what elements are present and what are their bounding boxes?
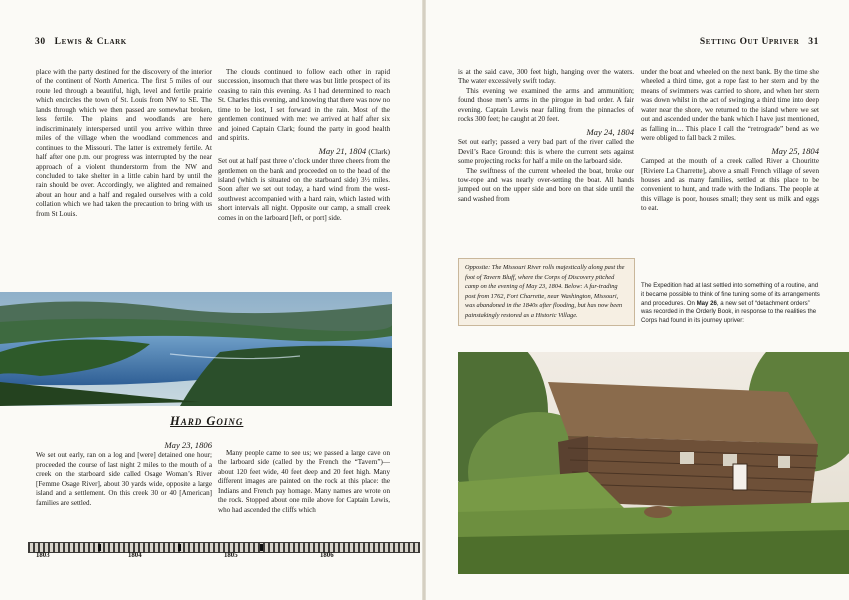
timeline-year: 1803 xyxy=(36,552,50,559)
timeline-marker xyxy=(178,544,181,551)
timeline-bar xyxy=(28,542,420,560)
entry-date-text: May 21, 1804 xyxy=(318,145,367,156)
paragraph: This evening we examined the arms and ammunition; found those men’s arms in the pirogue in bad order. A fair evening. Captain Lewis near falling from the pinnacles of rocks 300 feet; he caught at 20 feet. xyxy=(458,86,634,124)
right-column-2 xyxy=(641,68,819,214)
log-building-image xyxy=(458,352,849,574)
missouri-river-photo xyxy=(0,292,392,406)
section-heading: Hard Going xyxy=(170,414,244,428)
entry-date: May 25, 1804 xyxy=(771,145,819,156)
timeline-year: 1805 xyxy=(224,552,238,559)
paragraph: under the boat and wheeled on the next bank. By the time she wheeled a third time, got a rope fast to her stern and by the means of swimmers was carried to shore, and when her stern was down whilst in the act of swinging a third time into deep water near the shore, we returned to the island where we set out and ascended under the bank which I have just mentioned, as falling in.... This place I call the “retrograde” bend as we were obliged to fall back 2 miles. xyxy=(641,68,819,143)
right-page xyxy=(425,0,849,600)
paragraph: Many people came to see us; we passed a large cave on the larboard side (called by the French the “Tavern”)—about 120 feet wide, 40 feet deep and 20 feet high. Many different images are painted on the rock at this place: the Indians and French pay homage. Many names are wrote on the rock. Stopped about one mile above for Captain Lewis, who had ascended the cliffs which xyxy=(218,449,390,514)
timeline-marker xyxy=(98,544,101,551)
left-page-number: 30 xyxy=(35,37,46,47)
paragraph: Set out at half past three o’clock under three cheers from the gentlemen on the bank and proceeded on to the head of the island (which is situated on the starboard side) 3½ miles. Soon after we set out today, a hard wind from the west-southwest accompanied with a hard rain, which lasted with short intervals all night. Opposite our camp, a small creek comes in on the larboard [left, or port] side. xyxy=(218,157,390,222)
paragraph: is at the said cave, 300 feet high, hanging over the waters. The water excessively swift today. xyxy=(458,68,634,86)
photo-caption: Opposite: The Missouri River rolls majestically along past the foot of Tavern Bluff, where the Corps of Discovery pitched camp on the evening of May 23, 1804. Below: A fur-trading post from 1762, Fort Charrette, near Washington, Missouri, was abandoned in the 1840s after flooding, but has now been painstakingly restored as a Historic Village. xyxy=(458,258,635,326)
entry-date: May 23, 1806 xyxy=(164,440,212,450)
left-page-header xyxy=(35,37,127,47)
sidebar-text-b: , a new set of “detachment orders” was recorded in the Orderly Book, in response to the realities the Corps had found in its journey upriver: xyxy=(641,299,817,325)
entry-date xyxy=(218,147,390,156)
paragraph: place with the party destined for the discovery of the interior of the continent of North America. The first 5 miles of our route led through a beautiful, high, level and fertile prairie which encircles the town of St. Louis from NW to SE. The lands through which we then passed are somewhat broken, less fertile. The plains and woodlands are here indiscriminately interspersed until you arrive within three miles of the village when the woodland commences and continues to the Missouri. The latter is extremely fertile. At half after one p.m. our progress was interrupted by the near approach of a violent thunderstorm from the NW and concluded to take shelter in a little cabin hard by until the rain should be over. Accordingly, we alighted and remained about an hour and a half and regaled ourselves with a cold collation which we had taken the precaution to bring with us from St Louis. xyxy=(36,68,212,218)
river-landscape-image xyxy=(0,292,392,406)
right-page-number: 31 xyxy=(808,37,819,47)
entry-author: (Clark) xyxy=(368,146,390,156)
sidebar-date: May 26 xyxy=(696,299,717,307)
left-bottom-column-2 xyxy=(218,449,390,515)
sidebar-text xyxy=(641,282,821,326)
left-column-2 xyxy=(218,68,390,223)
left-bottom-column-1 xyxy=(36,438,212,508)
paragraph: The swiftness of the current wheeled the boat, broke our tow-rope and was nearly over-setting the boat. All hands jumped out on the upper side and bore on that side until the sand washed from xyxy=(458,166,634,203)
left-page xyxy=(0,0,424,600)
paragraph: We set out early, ran on a log and [were] detained one hour; proceeded the course of last night 2 miles to the mouth of a creek on the starboard side called Osage Woman’s River [Femme Osage River], about 30 yards wide, opposite a large island and a settlement. On this creek 30 or 40 [American] families are settled. xyxy=(36,451,212,507)
right-column-1 xyxy=(458,68,634,204)
entry-date: May 24, 1804 xyxy=(586,126,634,137)
left-column-1 xyxy=(36,68,212,219)
paragraph: Set out early; passed a very bad part of the river called the Devil’s Race Ground: this is where the current sets against some projecting rocks for half a mile on the larboard side. xyxy=(458,138,634,166)
timeline-year: 1804 xyxy=(128,552,142,559)
paragraph: Camped at the mouth of a creek called River a Chouritte [Riviere La Charrette], above a small French village of seven houses and as many families, settled at this place to be convenient to hunt, and trade with the Indians. The people at this village is poor, houses small; they sent us milk and eggs to eat. xyxy=(641,157,819,213)
right-page-header xyxy=(700,37,819,47)
timeline-year: 1806 xyxy=(320,552,334,559)
paragraph: The clouds continued to follow each other in rapid succession, insomuch that there was but little prospect of its ceasing to rain this evening. As I had determined to reach St. Charles this evening, and knowing that there was now no time to be lost, I set forward in the rain. Most of the gentlemen continued with me: we arrived at half after six and joined Captain Clark; found the party in good health and spirits. xyxy=(218,68,390,143)
left-running-head: Lewis & Clark xyxy=(54,37,127,47)
sidebar-text-a: The Expedition had at last settled into something of a routine, and it became possible to think of fine tuning some of its arrangements and procedures. On xyxy=(641,282,820,307)
fort-charrette-photo xyxy=(458,352,849,574)
timeline-marker xyxy=(260,544,263,551)
right-running-head: Setting Out Upriver xyxy=(699,37,800,47)
